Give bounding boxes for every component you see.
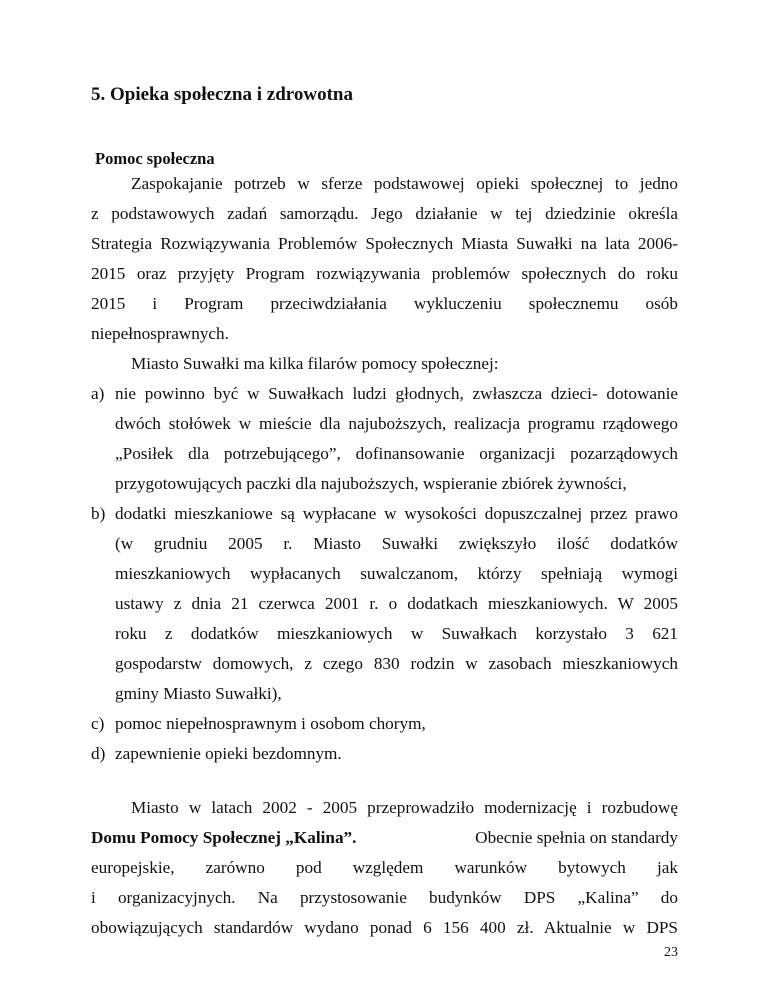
list-item-b-line: gminy Miasto Suwałki), [115, 684, 282, 703]
list-item-a-line: „Posiłek dla potrzebującego”, dofinansowanie organizacji pozarządowych [115, 444, 678, 463]
page-number: 23 [664, 945, 678, 960]
list-item-b-line: gospodarstw domowych, z czego 830 rodzin w zasobach mieszkaniowych [115, 654, 678, 673]
list-item-b-line: mieszkaniowych wypłacanych suwalczanom, którzy spełniają wymogi [115, 564, 678, 583]
paragraph-line-mixed [91, 828, 678, 848]
subsection-heading: Pomoc społeczna [95, 149, 215, 168]
list-item-a-line: nie powinno być w Suwałkach ludzi głodnych, zwłaszcza dzieci- dotowanie [115, 384, 678, 403]
list-item-a-line: dwóch stołówek w mieście dla najuboższych, realizacja programu rządowego [115, 414, 678, 433]
list-item-d: zapewnienie opieki bezdomnym. [115, 744, 342, 763]
list-item-b-line: ustawy z dnia 21 czerwca 2001 r. o dodatkach mieszkaniowych. W 2005 [115, 594, 678, 613]
paragraph-line: Miasto Suwałki ma kilka filarów pomocy społecznej: [131, 354, 499, 373]
list-marker-c: c) [91, 714, 105, 733]
paragraph-line: Strategia Rozwiązywania Problemów Społecznych Miasta Suwałki na lata 2006- [91, 234, 678, 253]
list-marker-d: d) [91, 744, 106, 763]
paragraph-line: z podstawowych zadań samorządu. Jego działanie w tej dziedzinie określa [91, 204, 678, 223]
list-item-a-line: przygotowujących paczki dla najuboższych, wspieranie zbiórek żywności, [115, 474, 627, 493]
paragraph-line-rest: Obecnie spełnia on standardy [475, 828, 678, 847]
facility-name-bold: Domu Pomocy Społecznej „Kalina”. [91, 828, 357, 847]
list-marker-b: b) [91, 504, 106, 523]
paragraph-line: europejskie, zarówno pod względem warunków bytowych jak [91, 858, 678, 877]
list-item-b-line: (w grudniu 2005 r. Miasto Suwałki zwiększyło ilość dodatków [115, 534, 678, 553]
paragraph-line: 2015 i Program przeciwdziałania wykluczeniu społecznemu osób [91, 294, 678, 313]
paragraph-line: Miasto w latach 2002 - 2005 przeprowadziło modernizację i rozbudowę [131, 798, 678, 817]
paragraph-line: i organizacyjnych. Na przystosowanie budynków DPS „Kalina” do [91, 888, 678, 907]
list-item-b-line: roku z dodatków mieszkaniowych w Suwałkach korzystało 3 621 [115, 624, 678, 643]
paragraph-line: niepełnosprawnych. [91, 324, 229, 343]
paragraph-line: obowiązujących standardów wydano ponad 6 156 400 zł. Aktualnie w DPS [91, 918, 678, 937]
section-heading: 5. Opieka społeczna i zdrowotna [91, 84, 353, 105]
list-item-c: pomoc niepełnosprawnym i osobom chorym, [115, 714, 426, 733]
paragraph-line: Zaspokajanie potrzeb w sferze podstawowej opieki społecznej to jedno [131, 174, 678, 193]
list-marker-a: a) [91, 384, 105, 403]
paragraph-line: 2015 oraz przyjęty Program rozwiązywania problemów społecznych do roku [91, 264, 678, 283]
list-item-b-line: dodatki mieszkaniowe są wypłacane w wysokości dopuszczalnej przez prawo [115, 504, 678, 523]
